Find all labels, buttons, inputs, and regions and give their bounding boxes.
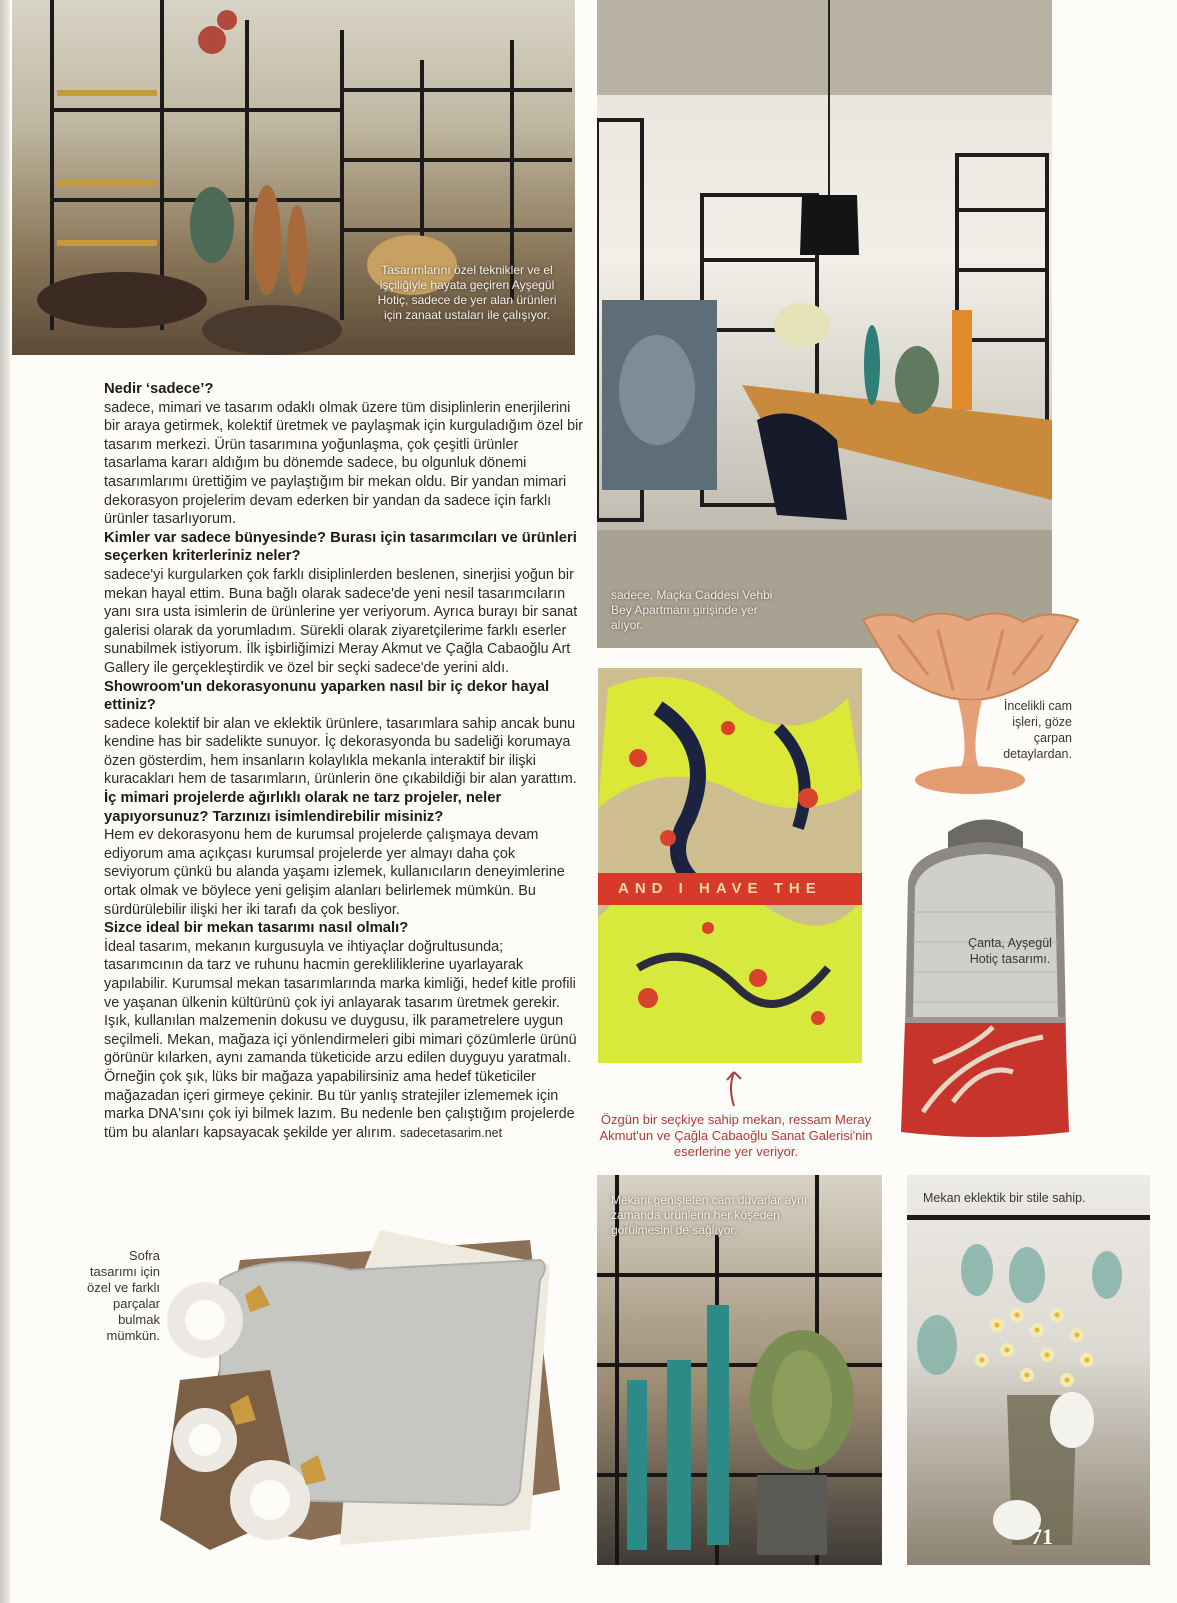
flowers-photo <box>907 1175 1150 1565</box>
arrow-up-icon <box>722 1068 746 1108</box>
dining-room-illustration <box>597 0 1052 648</box>
cutting-boards-caption: Sofra tasarımı için özel ve farklı parçalar bulmak mümkün. <box>87 1248 160 1343</box>
glass-wall-caption: Mekanı genişleten cam duvarlar aynı zamanda ürünlerin her köşeden görülmesini de sağlıyor. <box>611 1193 808 1237</box>
flowers-caption: Mekan eklektik bir stile sahip. <box>923 1191 1086 1205</box>
section-body <box>104 938 584 1143</box>
backpack-caption: Çanta, Ayşegül Hotiç tasarımı. <box>968 936 1052 966</box>
section-body: sadece kolektif bir alan ve eklektik ürünlere, tasarımlara sahip ancak bunu kendine has bir sadelikte sunuyor. İç dekorasyonda bu sadeliği korumaya özen gösterdim, hem insanların kolaylıkla mekanla interaktif bir ilişki kuracakları hem de tasarımların, ürünlerin öne çıkabildiği bir alan yarattım. <box>104 715 577 788</box>
article-body <box>104 380 584 1142</box>
showroom-photo <box>12 0 575 355</box>
backpack-image <box>893 812 1078 1142</box>
painting-canvas-text: AND I HAVE THE <box>618 880 822 897</box>
section-body: sadece, mimari ve tasarım odaklı olmak üzere tüm disiplinlerin enerjilerini bir araya getirmek, kolektif üretmek ve paylaşmak için kurguladığım özel bir tasarım merkezi. Ürün tasarımına yoğunlaşma, çok çeşitli ürünler tasarlama kararı aldığım bu dönemde sadece, bu olgunluk dönemi tasarımlarımı ürettiğim ve paylaştığım bir mekan oldu. Bir yandan mimari dekorasyon projelerim devam ederken bir yandan da sadece için farklı ürünler tasarlıyorum. <box>104 399 584 528</box>
section-body: Hem ev dekorasyonu hem de kurumsal projelerde çalışmaya devam ediyorum ama açıkçası kurumsal projelerde yer almayı daha çok seviyorum çünkü bu alanda yaşamı izlemek, kullanıcıların deneyimlerine ortak olmak ve böylece yeni gelişim alanları belirlemek mümkün. Bu sürdürülebilir ilişki her iki tarafı da çok besliyor. <box>104 827 565 918</box>
glass-bowl-caption: İncelikli cam işleri, göze çarpan detaylardan. <box>1003 699 1072 761</box>
page-number: 71 <box>1031 1524 1053 1549</box>
section-heading: Sizce ideal bir mekan tasarımı nasıl olmalı? <box>104 920 409 937</box>
showroom-photo-caption: Tasarımlarını özel teknikler ve el işçiliğiyle hayata geçiren Ayşegül Hotiç, sadece de yer alan ürünleri için zanaat ustaları ile çalışıyor. <box>377 263 557 322</box>
section-body-text: İdeal tasarım, mekanın kurgusuyla ve ihtiyaçlar doğrultusunda; tasarımcının da tarz ve ruhunu hacmin gerekliliklerine uyarlayarak yapılabilir. Kurumsal mekan tasarımlarında marka kimliği, hedef kitle profili ve yaşanan ülkenin kültürünü çok iyi anlayarak tasarım üretmek gerekir. Işık, kullanılan malzemenin dokusu ve duygusu, ilk parametrelere uygun seçilmeli. Mekan, mağaza içi yönlendirmeleri gibi mimari çözümlerle ürünü görünür kılarken, aynı zamanda tüketicide arzu edilen duyguyu yaratmalı. Örneğin çok şık, lüks bir mağaza yapabilirsiniz ama hedef tüketiciler mağazadan içeri girmeye çekinir. Bu tür yanlış stratejiler izlememek için marka DNA'sını çok iyi bilmek lazım. Bu nedenle ben çalıştığım projelerde tüm bu alanları kapsayacak şekilde yer alırım. <box>104 938 577 1141</box>
left-page-edge <box>0 0 10 1603</box>
dining-room-photo <box>597 0 1052 648</box>
painting-image <box>598 668 862 1063</box>
section-heading: Nedir ‘sadece’? <box>104 381 214 397</box>
section-heading: Showroom'un dekorasyonunu yaparken nasıl bir iç dekor hayal ettiniz? <box>104 678 550 714</box>
dining-room-caption: sadece, Maçka Caddesi Vehbi Bey Apartmanı girişinde yer alıyor. <box>611 588 773 632</box>
section-body: sadece'yi kurgularken çok farklı disiplinlerden beslenen, sinerjisi yoğun bir mekan hayal ettim. Buna bağlı olarak sadece'de yeni nesil tasarımcıların yanı sıra usta isimlerin de ürünlerine yer veriyorum. Ayrıca burayı bir sanat galerisi olarak da yorumladım. Sürekli olarak ziyaretçilerime farklı eserler sunabilmek istiyorum. İlk işbirliğimizi Meray Akmut ve Çağla Cabaoğlu Art Gallery ile gerçekleştirdik ve özel bir seçki sadece'de yerini aldı. <box>104 566 578 676</box>
section-heading: Kimler var sadece bünyesinde? Burası için tasarımcıları ve ürünleri seçerken kriterleriniz neler? <box>104 529 577 565</box>
painting-caption: Özgün bir seçkiye sahip mekan, ressam Meray Akmut'un ve Çağla Cabaoğlu Sanat Galerisi'nin eserlerine yer veriyor. <box>599 1112 873 1159</box>
glass-wall-photo <box>597 1175 882 1565</box>
cutting-boards-image <box>150 1220 570 1580</box>
section-heading: İç mimari projelerde ağırlıklı olarak ne tarz projeler, neler yapıyorsunuz? Tarzınızı isimlendirebilir misiniz? <box>104 790 502 825</box>
source-link[interactable]: sadecetasarim.net <box>399 1125 503 1140</box>
